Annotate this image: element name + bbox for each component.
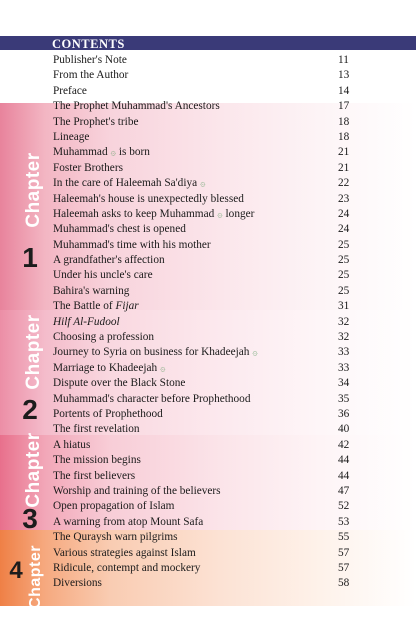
toc-entry[interactable] [0,345,416,360]
toc-entry[interactable] [0,530,416,545]
toc-entry-title-part: From the Author [53,69,129,82]
contents-title: CONTENTS [52,37,125,51]
toc-entry-title-part: A warning from atop Mount Safa [53,515,204,528]
toc-entry-page-number: 36 [338,407,350,420]
toc-entry-title [53,84,87,99]
calligraphy-honorific-icon: ۞ [160,362,166,373]
toc-entry[interactable] [0,453,416,468]
toc-entry-title [53,376,185,391]
toc-entry-title-part: The mission begins [53,454,141,467]
toc-entry-title-part: Bahira's warning [53,284,130,297]
toc-entry-page-number: 18 [338,130,350,143]
toc-entry-page-number: 14 [338,84,350,97]
toc-entry[interactable] [0,392,416,407]
toc-entry-page-number: 57 [338,561,350,574]
toc-entry-page-number: 53 [338,515,350,528]
toc-entry-title-part: Portents of Prophethood [53,407,163,420]
toc-entry-title [53,576,102,591]
toc-entry-page-number: 34 [338,377,350,390]
toc-entry[interactable] [0,268,416,283]
toc-entry-title [53,469,135,484]
toc-entry[interactable] [0,176,416,191]
toc-entry[interactable] [0,222,416,237]
toc-entry-title-part: A grandfather's affection [53,254,165,267]
toc-entry-title [53,499,174,514]
toc-entry-title [53,561,200,576]
chapter-1-label: Chapter [23,152,44,228]
toc-entry-page-number: 11 [338,54,349,66]
chapter-2-number: 2 [22,394,38,425]
toc-entry-page-number: 24 [338,207,350,220]
toc-entry[interactable] [0,68,416,83]
toc-entry-title-part: Under his uncle's care [53,269,153,282]
toc-entry-page-number: 25 [338,284,350,297]
toc-entry-title [53,192,244,207]
toc-entry-title [53,145,150,160]
toc-entry-page-number: 52 [338,500,350,513]
toc-entry-title-part: Fijar [115,300,139,313]
toc-entry-title-part: Marriage to Khadeejah [53,361,158,374]
toc-entry-title [53,53,127,68]
toc-entry-title [53,546,196,561]
toc-entry-title-part: Lineage [53,130,90,143]
toc-entry-title-part: Ridicule, contempt and mockery [53,561,201,574]
toc-entry-title [53,392,250,407]
toc-entry[interactable] [0,115,416,130]
chapter-2-label: Chapter [23,314,44,390]
toc-entry-title-part: Diversions [53,577,102,590]
toc-entry-page-number: 44 [338,454,350,467]
toc-entry-title-part: Publisher's Note [53,54,127,66]
toc-entry[interactable] [0,576,416,591]
table-of-contents [0,53,416,592]
toc-entry-title-part: is born [118,146,150,159]
toc-entry[interactable] [0,376,416,391]
toc-entry-title [53,253,165,268]
chapter-1-number: 1 [22,242,38,273]
toc-entry-title [53,68,128,83]
toc-entry-title [53,422,140,437]
toc-entry-page-number: 58 [338,577,350,590]
toc-entry-title [53,299,139,314]
toc-entry[interactable] [0,207,416,222]
toc-entry-page-number: 13 [338,69,350,82]
chapter-4-number: 4 [9,557,23,584]
toc-entry[interactable] [0,407,416,422]
toc-entry-title-part: The Battle of [53,300,116,313]
toc-entry-title-part: Various strategies against Islam [53,546,196,559]
toc-entry-title [53,438,90,453]
chapter-3-label: Chapter [23,432,44,508]
toc-entry-title [53,130,89,145]
toc-entry-title [53,484,221,499]
toc-entry[interactable] [0,192,416,207]
toc-entry-page-number: 25 [338,269,350,282]
toc-entry-title [53,284,129,299]
toc-entry-page-number: 23 [338,192,350,205]
toc-entry-title [53,115,139,130]
toc-entry[interactable] [0,438,416,453]
calligraphy-honorific-icon: ۞ [110,147,116,158]
toc-entry-page-number: 18 [338,115,350,128]
toc-entry-title-part: Preface [53,84,87,97]
toc-entry-page-number: 22 [338,177,350,190]
toc-entry-title [53,515,203,530]
toc-entry-title-part: Muhammad's chest is opened [53,223,186,236]
toc-entry[interactable] [0,53,416,68]
chapter-3-number: 3 [22,503,38,534]
toc-entry-title-part: The first revelation [53,423,140,436]
chapter-4-label: Chapter [27,545,44,609]
toc-entry[interactable] [0,130,416,145]
toc-entry-title-part: Haleemah asks to keep Muhammad [53,207,215,220]
toc-entry-title-part: Muhammad's time with his mother [53,238,211,251]
toc-entry-page-number: 32 [338,331,350,344]
toc-entry-title [53,330,154,345]
toc-entry-title [53,99,220,114]
toc-entry-page-number: 33 [338,361,350,374]
toc-entry-title-part: Choosing a profession [53,331,155,344]
toc-entry-title-part: The Prophet's tribe [53,115,139,128]
toc-entry-page-number: 21 [338,146,350,159]
toc-entry-title [53,361,168,376]
toc-entry-page-number: 42 [338,438,350,451]
toc-entry-title-part: The Quraysh warn pilgrims [53,531,178,544]
toc-entry-title-part: In the care of Haleemah Sa'diya [53,177,198,190]
toc-entry-title-part: A hiatus [53,438,91,451]
toc-entry-title-part: longer [225,207,255,220]
toc-entry-page-number: 55 [338,531,350,544]
toc-entry-title-part: Foster Brothers [53,161,123,174]
toc-entry-page-number: 35 [338,392,350,405]
toc-entry-page-number: 47 [338,484,350,497]
toc-entry-title [53,315,120,330]
toc-entry-title-part: Haleemah's house is unexpectedly blessed [53,192,244,205]
toc-entry-title [53,268,153,283]
toc-entry-title [53,407,163,422]
toc-entry-title [53,222,186,237]
toc-entry-page-number: 25 [338,238,350,251]
toc-entry[interactable] [0,284,416,299]
toc-entry-page-number: 24 [338,223,350,236]
toc-entry[interactable] [0,422,416,437]
toc-entry-title [53,345,261,360]
toc-entry-title [53,207,254,222]
toc-entry-title [53,176,208,191]
toc-entry[interactable] [0,315,416,330]
toc-entry-title-part: Journey to Syria on business for Khadeejah [53,346,250,359]
toc-entry-title-part: The Prophet Muhammad's Ancestors [53,100,220,113]
toc-entry-page-number: 17 [338,100,350,113]
toc-entry-title [53,530,178,545]
toc-entry-title-part: Hilf Al-Fudool [53,315,120,328]
toc-entry-page-number: 31 [338,300,350,313]
toc-entry-title-part: The first believers [53,469,136,482]
toc-entry[interactable] [0,330,416,345]
toc-entry-page-number: 44 [338,469,350,482]
toc-entry[interactable] [0,515,416,530]
toc-entry-title-part: Open propagation of Islam [53,500,175,513]
toc-entry-title [53,238,211,253]
toc-entry[interactable] [0,253,416,268]
toc-entry[interactable] [0,161,416,176]
toc-entry[interactable] [0,299,416,314]
toc-entry-title [53,453,141,468]
toc-entry[interactable] [0,499,416,514]
toc-entry-title-part: Muhammad's character before Prophethood [53,392,251,405]
toc-entry-page-number: 33 [338,346,350,359]
toc-entry[interactable] [0,546,416,561]
toc-entry-page-number: 25 [338,254,350,267]
toc-entry-title-part: Worship and training of the believers [53,484,221,497]
toc-entry-page-number: 40 [338,423,350,436]
toc-entry[interactable] [0,361,416,376]
toc-entry[interactable] [0,84,416,99]
toc-entry[interactable] [0,145,416,160]
toc-entry[interactable] [0,469,416,484]
toc-entry-page-number: 21 [338,161,350,174]
calligraphy-honorific-icon: ۞ [252,347,258,358]
toc-entry-page-number: 32 [338,315,350,328]
toc-entry[interactable] [0,99,416,114]
toc-entry-title-part: Dispute over the Black Stone [53,377,186,390]
toc-entry-title-part: Muhammad [53,146,108,159]
calligraphy-honorific-icon: ۞ [200,178,206,189]
toc-entry[interactable] [0,484,416,499]
toc-entry-title [53,161,123,176]
toc-entry[interactable] [0,561,416,576]
toc-entry-page-number: 57 [338,546,350,559]
toc-entry[interactable] [0,238,416,253]
calligraphy-honorific-icon: ۞ [217,208,223,219]
